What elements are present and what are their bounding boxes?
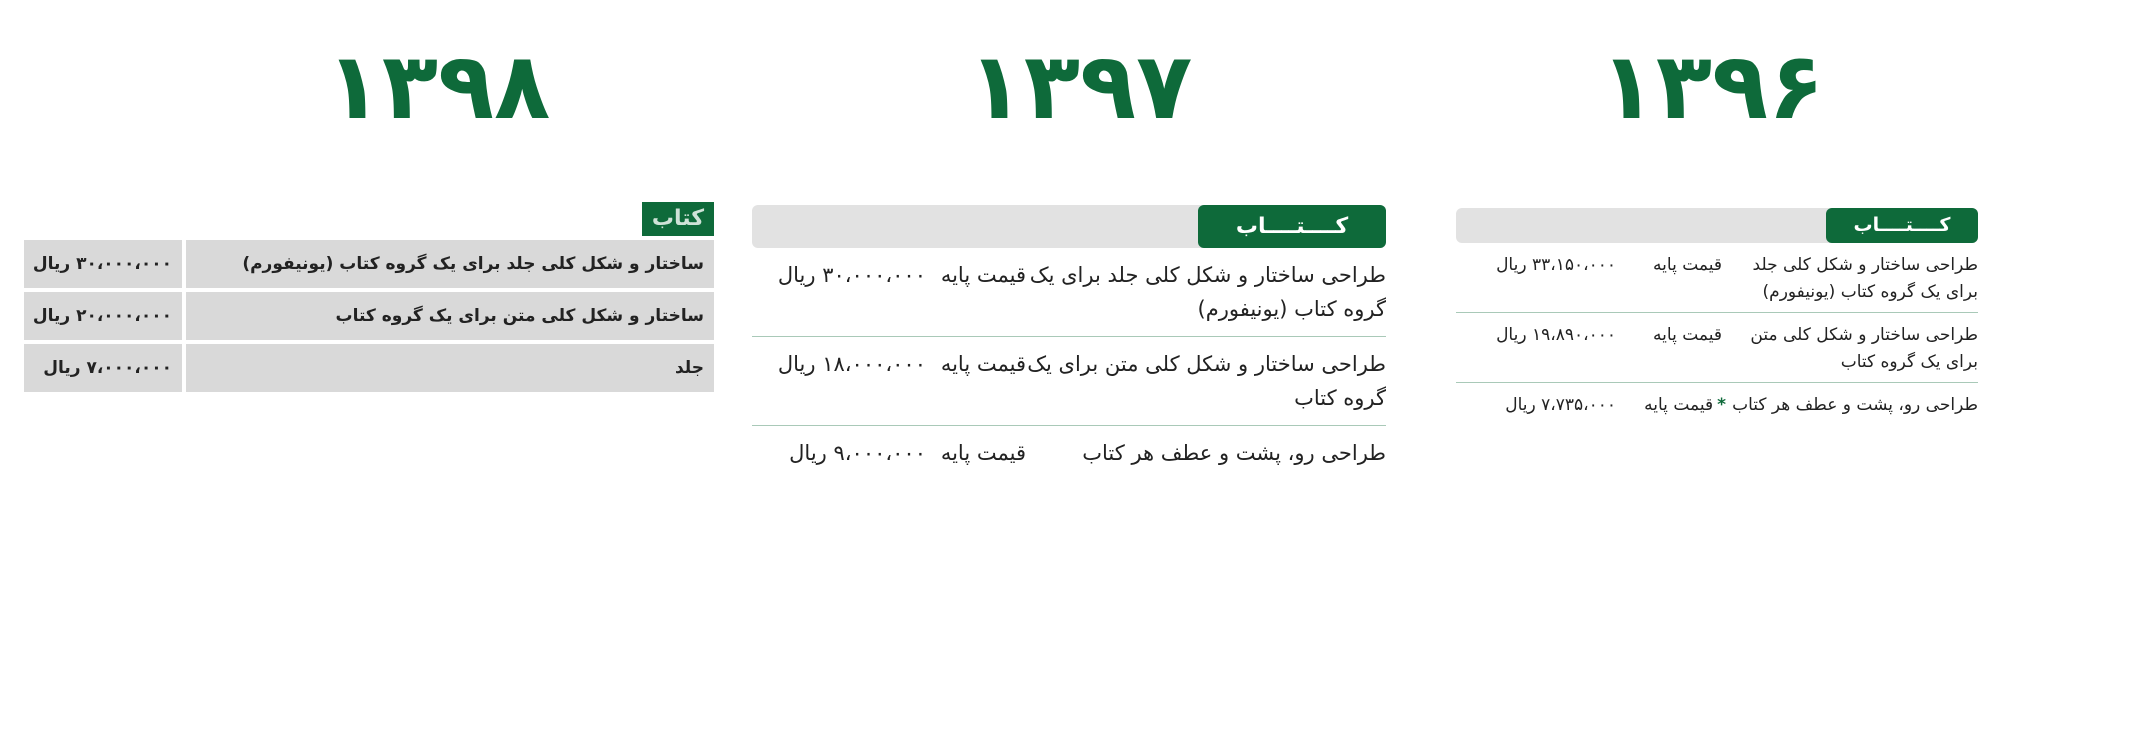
price-label: قیمت پایه xyxy=(940,441,1026,465)
price-label-text: قیمت پایه xyxy=(1653,255,1722,275)
service-description: ساختار و شکل کلی متن برای یک گروه کتاب xyxy=(186,292,714,340)
service-price: ۱۸،۰۰۰،۰۰۰ ریال xyxy=(777,352,926,376)
price-label-text: قیمت پایه xyxy=(1653,325,1722,345)
table-row xyxy=(752,337,1386,426)
price-table-1397 xyxy=(752,205,1386,480)
price-label: قیمت پایه xyxy=(940,352,1026,376)
table-row xyxy=(752,426,1386,480)
table-row xyxy=(1456,313,1978,383)
service-description: طراحی ساختار و شکل کلی متن برای یک گروه کتاب xyxy=(1750,325,1978,372)
price-label-text: قیمت پایه xyxy=(1644,395,1714,415)
table-row xyxy=(24,344,714,392)
service-description: طراحی ساختار و شکل کلی جلد برای یک گروه کتاب (یونیفورم) xyxy=(1752,255,1978,302)
service-price: ۹،۰۰۰،۰۰۰ ریال xyxy=(789,441,926,465)
price-label: قیمت پایه xyxy=(940,263,1026,287)
table-row xyxy=(1456,243,1978,313)
table-row xyxy=(1456,383,1978,425)
table-header xyxy=(752,205,1386,248)
service-price: ۲۰،۰۰۰،۰۰۰ ریال xyxy=(24,292,182,340)
service-description: طراحی ساختار و شکل کلی جلد برای یک گروه کتاب (یونیفورم) xyxy=(1029,263,1386,321)
category-tag: کــــتــــاب xyxy=(1826,208,1978,243)
asterisk-mark: * xyxy=(1717,395,1726,415)
service-description: جلد xyxy=(186,344,714,392)
service-description: طراحی رو، پشت و عطف هر کتاب xyxy=(1732,395,1978,415)
category-tag: کتاب xyxy=(642,202,714,236)
service-price: ۷،۰۰۰،۰۰۰ ریال xyxy=(24,344,182,392)
table-header xyxy=(1456,208,1978,243)
price-table-1398 xyxy=(24,202,714,392)
service-description: طراحی رو، پشت و عطف هر کتاب xyxy=(1082,441,1386,465)
service-price: ۳۰،۰۰۰،۰۰۰ ریال xyxy=(24,240,182,288)
year-1398-heading: ۱۳۹۸ xyxy=(325,33,551,140)
service-description: ساختار و شکل کلی جلد برای یک گروه کتاب (یونیفورم) xyxy=(186,240,714,288)
service-description: طراحی ساختار و شکل کلی متن برای یک گروه کتاب xyxy=(1027,352,1386,410)
year-1397-heading: ۱۳۹۷ xyxy=(967,33,1193,140)
price-table-1396 xyxy=(1456,208,1978,425)
table-row xyxy=(752,248,1386,337)
year-1396-heading: ۱۳۹۶ xyxy=(1599,33,1825,140)
service-price: ۳۰،۰۰۰،۰۰۰ ریال xyxy=(777,263,926,287)
service-price: ۱۹،۸۹۰،۰۰۰ ریال xyxy=(1496,325,1616,345)
table-row xyxy=(24,292,714,340)
price-label xyxy=(1616,252,1726,306)
category-tag: کــــتــــاب xyxy=(1198,205,1386,248)
price-label xyxy=(1616,322,1726,376)
price-label xyxy=(1616,392,1726,419)
service-price: ۷،۷۳۵،۰۰۰ ریال xyxy=(1505,395,1616,415)
service-price: ۳۳،۱۵۰،۰۰۰ ریال xyxy=(1496,255,1616,275)
table-row xyxy=(24,240,714,288)
table-header xyxy=(24,202,714,236)
